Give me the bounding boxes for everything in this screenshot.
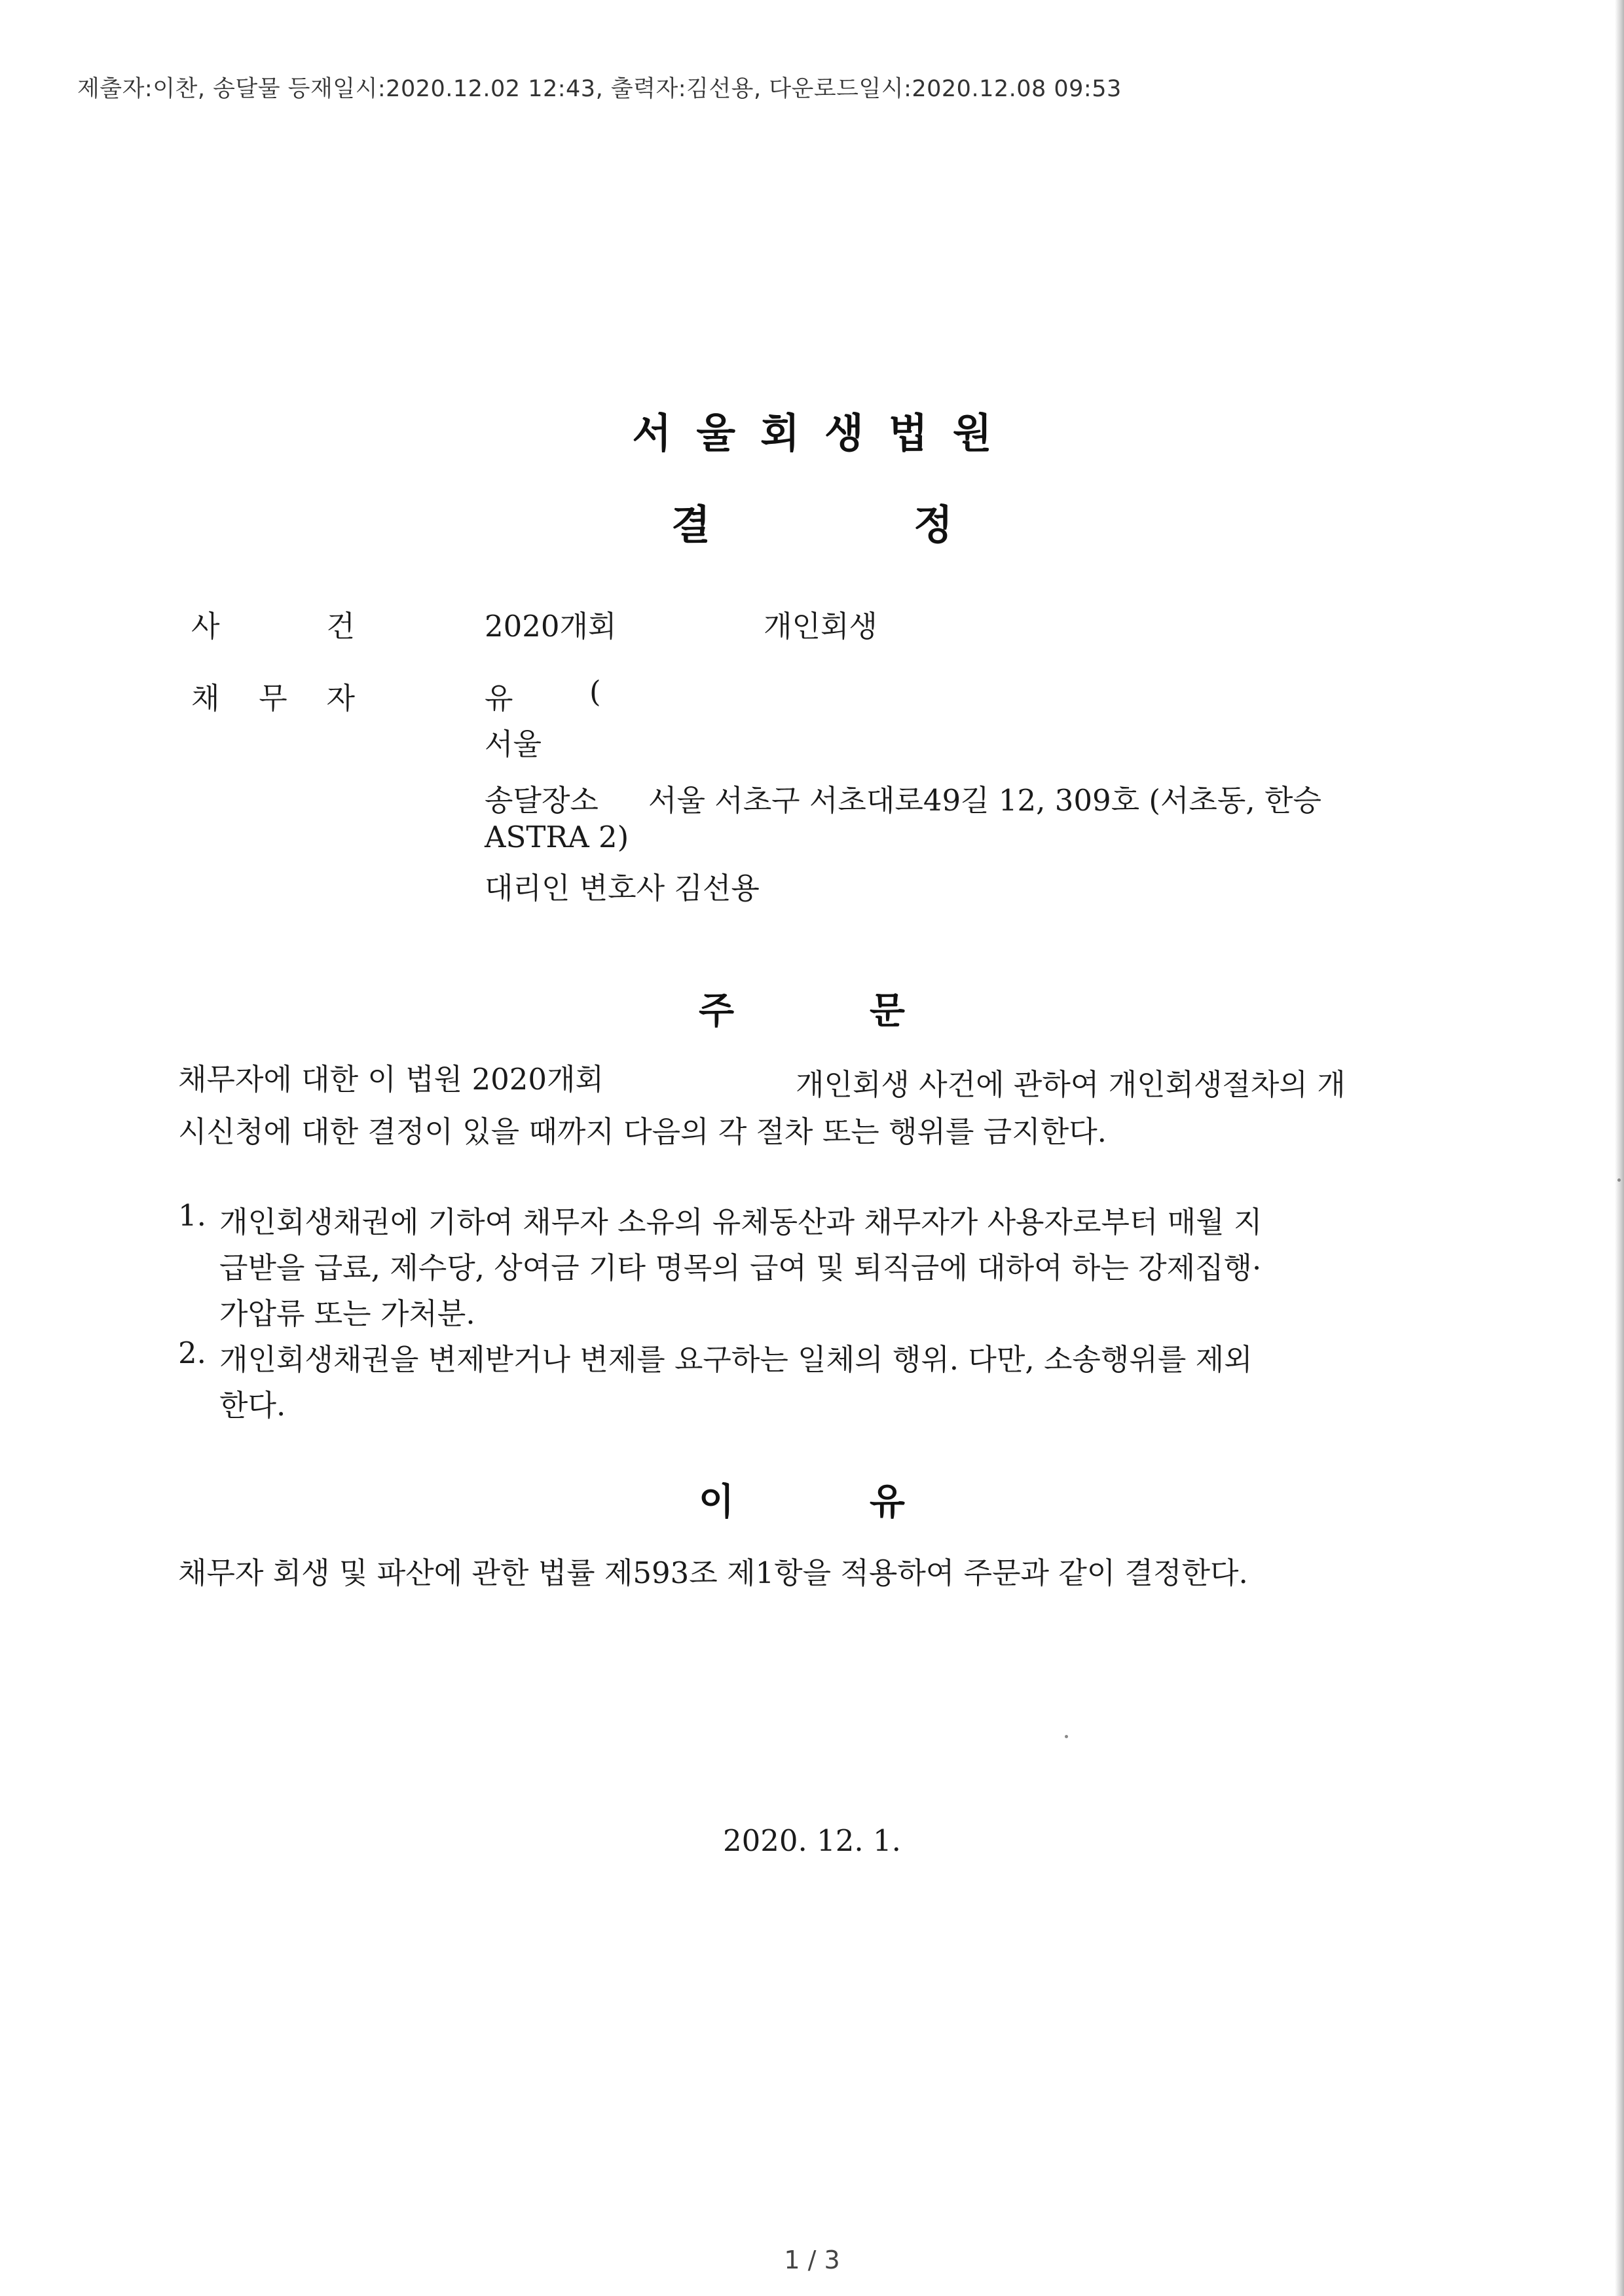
order-intro-line2: 시신청에 대한 결정이 있을 때까지 다음의 각 절차 또는 행위를 금지한다. [178,1114,1107,1149]
item-line: 한다. [219,1388,286,1423]
service-label: 송달장소 [485,783,599,818]
reason-heading-left: 이 [699,1481,735,1523]
scan-speck [1617,1178,1621,1182]
reason-heading-right: 유 [869,1481,905,1523]
order-heading-right: 문 [869,990,905,1032]
debtor-label-char: 무 [259,681,287,716]
court-name [0,401,1624,459]
submission-metadata: 제출자:이찬, 송달물 등재일시:2020.12.02 12:43, 출력자:김선용, 다운로드일시:2020.12.08 09:53 [77,76,1122,102]
order-intro-line1-part1: 채무자에 대한 이 법원 2020개회 [178,1062,604,1097]
decision-date: 2020. 12. 1. [723,1823,901,1858]
item-number: 1. [178,1198,206,1233]
debtor-label-char: 채 [191,681,220,716]
debtor-name: 유 [485,681,513,716]
item-number: 2. [178,1336,206,1370]
case-label-char: 사 [191,609,220,644]
case-type: 개인회생 [764,609,877,644]
case-label [191,602,355,645]
scan-speck [1065,1735,1068,1738]
scan-edge-shadow [1615,0,1624,2296]
debtor-agent: 대리인 변호사 김선용 [485,871,760,905]
service-address-line2: ASTRA 2) [485,820,629,854]
debtor-label-char: 자 [326,681,355,716]
document-title-left: 결 [671,501,710,549]
document-title [671,492,953,551]
debtor-name-paren: ( [589,674,601,709]
service-address-line1: 서울 서초구 서초대로49길 12, 309호 (서초동, 한승 [648,783,1321,818]
order-heading [699,982,905,1034]
page-number: 1 / 3 [784,2246,840,2274]
item-line: 급받을 급료, 제수당, 상여금 기타 명목의 급여 및 퇴직금에 대하여 하는 강제집행· [219,1250,1262,1285]
item-line: 가압류 또는 가처분. [219,1296,475,1331]
reason-heading [699,1473,905,1525]
reason-text: 채무자 회생 및 파산에 관한 법률 제593조 제1항을 적용하여 주문과 같이 결정한다. [178,1556,1248,1590]
case-label-char: 건 [326,609,355,644]
document-title-right: 정 [913,501,953,549]
case-number: 2020개회 [485,609,617,644]
item-line: 개인회생채권에 기하여 채무자 소유의 유체동산과 채무자가 사용자로부터 매월 지 [219,1205,1263,1239]
debtor-address: 서울 [485,727,542,761]
debtor-label [191,674,355,717]
order-intro-line1-part2: 개인회생 사건에 관하여 개인회생절차의 개 [796,1067,1346,1102]
court-name-text: 서울회생법원 [632,409,1017,457]
order-heading-left: 주 [699,990,735,1032]
item-line: 개인회생채권을 변제받거나 변제를 요구하는 일체의 행위. 다만, 소송행위를 제외 [219,1342,1253,1377]
